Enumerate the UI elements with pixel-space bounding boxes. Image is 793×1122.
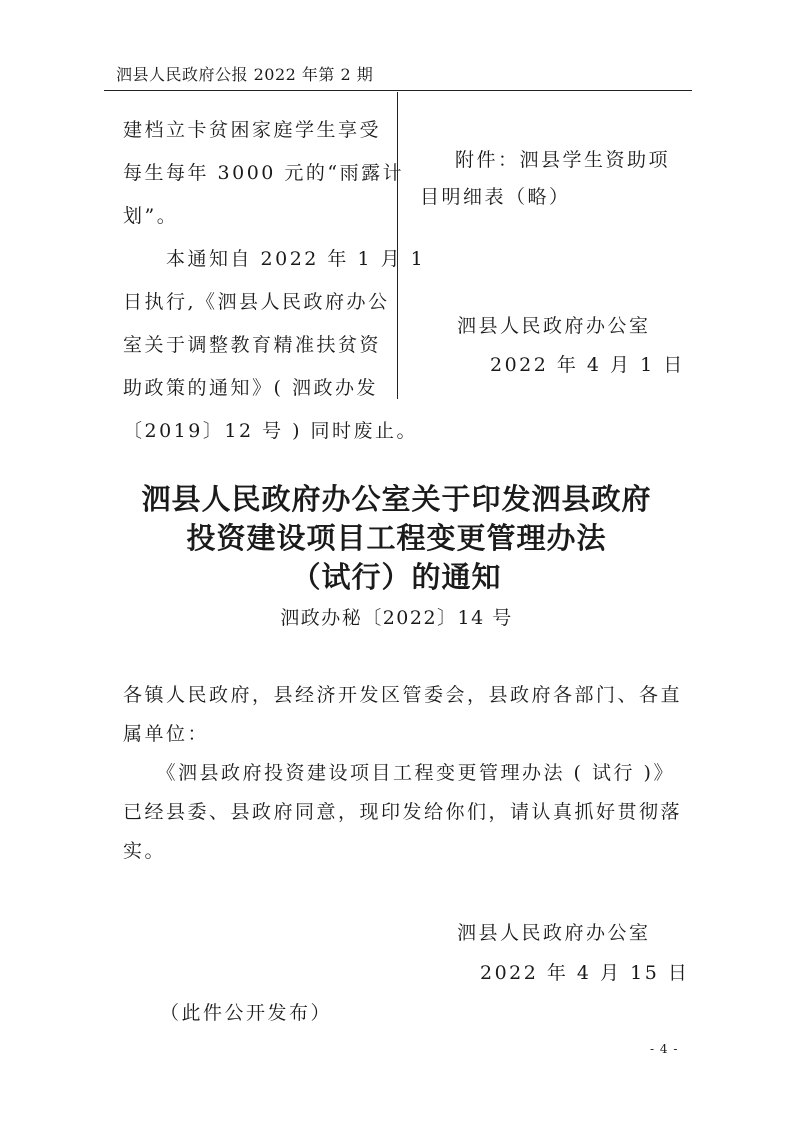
notice-body-line: 各镇人民政府，县经济开发区管委会，县政府各部门、各直 bbox=[123, 684, 683, 706]
notice-title-line: 泗县人民政府办公室关于印发泗县政府 bbox=[141, 482, 652, 516]
left-column-line: 每生每年 3000 元的“雨露计 bbox=[123, 162, 405, 184]
notice-body-line: 属单位： bbox=[123, 723, 210, 745]
signature-date: 2022 年 4 月 1 日 bbox=[490, 354, 685, 376]
bulletin-header: 泗县人民政府公报 2022 年第 2 期 bbox=[116, 65, 374, 84]
notice-title-line: 投资建设项目工程变更管理办法 bbox=[186, 521, 607, 555]
notice-signature-org: 泗县人民政府办公室 bbox=[457, 922, 651, 944]
notice-body-line: 已经县委、县政府同意，现印发给你们，请认真抓好贯彻落 bbox=[123, 801, 683, 823]
notice-body bbox=[123, 676, 682, 871]
left-column-line: 日执行,《泗县人民政府办公 bbox=[123, 291, 390, 313]
attachment-line-1: 附件：泗县学生资助项 bbox=[455, 149, 671, 171]
notice-title-line: （试行）的通知 bbox=[291, 560, 502, 594]
left-column-line: 划”。 bbox=[123, 205, 179, 227]
notice-title bbox=[0, 480, 793, 597]
notice-body-line: 《泗县政府投资建设项目工程变更管理办法 ( 试行 )》 bbox=[123, 762, 675, 784]
left-column-line: 〔2019〕12 号 ) 同时废止。 bbox=[123, 420, 419, 442]
left-column bbox=[123, 109, 425, 453]
notice-signature-date: 2022 年 4 月 15 日 bbox=[480, 962, 690, 984]
attachment-line-2: 目明细表（略） bbox=[420, 186, 571, 208]
publication-note: （此件公开发布） bbox=[160, 1002, 333, 1024]
document-number: 泗政办秘〔2022〕14 号 bbox=[280, 607, 513, 629]
header-divider bbox=[104, 90, 692, 91]
notice-body-line: 实。 bbox=[123, 840, 167, 862]
left-column-line: 助政策的通知》( 泗政办发 bbox=[123, 377, 378, 399]
left-column-line: 本通知自 2022 年 1 月 1 bbox=[123, 248, 426, 270]
signature-org: 泗县人民政府办公室 bbox=[457, 315, 651, 337]
left-column-line: 室关于调整教育精准扶贫资 bbox=[123, 334, 382, 356]
page-number: - 4 - bbox=[650, 1042, 679, 1056]
left-column-line: 建档立卡贫困家庭学生享受 bbox=[123, 119, 382, 141]
